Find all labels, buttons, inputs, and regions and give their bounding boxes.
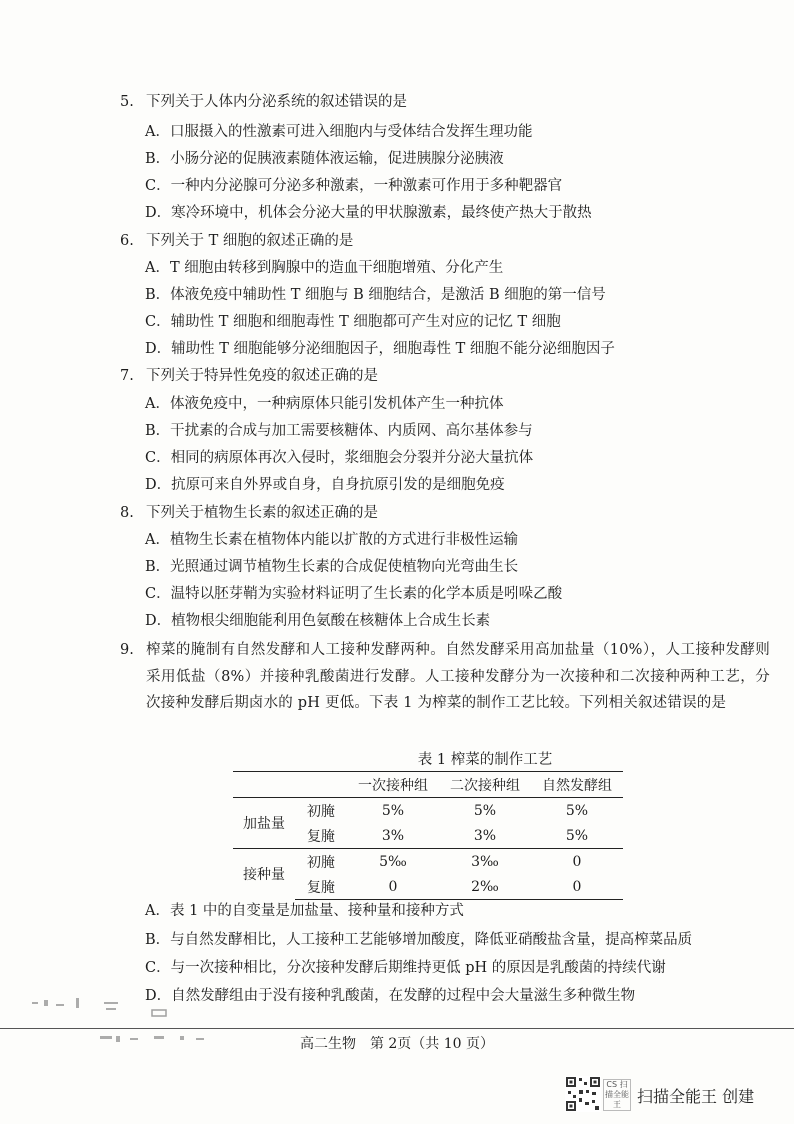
value-cell: 3% [473, 827, 497, 844]
q9-option-a: A．表 1 中的自变量是加盐量、接种量和接种方式 [145, 903, 464, 919]
header-cell: 二次接种组 [439, 772, 531, 798]
value-cell: 5% [565, 802, 589, 819]
stage-cell: 复腌 [295, 874, 347, 900]
value-cell: 5% [565, 827, 589, 844]
question-7-stem [120, 366, 378, 386]
q8-option-d: D．植物根尖细胞能利用色氨酸在核糖体上合成生长素 [145, 613, 491, 629]
question-5-stem [120, 92, 407, 112]
q6-option-a: A．T 细胞由转移到胸腺中的造血干细胞增殖、分化产生 [145, 260, 504, 276]
q7-option-d: D．抗原可来自外界或自身，自身抗原引发的是细胞免疫 [145, 477, 505, 493]
q8-option-c: C．温特以胚芽鞘为实验材料证明了生长素的化学本质是吲哚乙酸 [145, 586, 563, 602]
footer-rule [0, 1028, 794, 1029]
question-number: 7. [120, 368, 134, 384]
qr-code-icon [565, 1076, 601, 1112]
q8-option-a: A．植物生长素在植物体内能以扩散的方式进行非极性运输 [145, 532, 518, 548]
q8-option-b: B．光照通过调节植物生长素的合成促使植物向光弯曲生长 [145, 559, 519, 575]
question-text: 下列关于 T 细胞的叙述正确的是 [146, 233, 354, 249]
question-text: 下列关于特异性免疫的叙述正确的是 [146, 368, 378, 384]
question-number: 9. [120, 642, 134, 658]
question-text: 下列关于人体内分泌系统的叙述错误的是 [146, 94, 407, 110]
question-text: 榨菜的腌制有自然发酵和人工接种发酵两种。自然发酵采用高加盐量（10%），人工接种发酵则采用低盐（8%）并接种乳酸菌进行发酵。人工接种发酵分为一次接种和二次接种两种工艺，分次接种发酵后期卤水的 pH 更低。下表 1 为榨菜的制作工艺比较。下列相关叙述错误的是 [146, 642, 770, 711]
q9-option-d: D．自然发酵组由于没有接种乳酸菌，在发酵的过程中会大量滋生多种微生物 [145, 988, 636, 1004]
header-cell: 一次接种组 [347, 772, 439, 798]
value-cell: 0 [531, 849, 623, 875]
camscanner-logo: CS 扫描全能王 [605, 1080, 629, 1109]
value-cell: 5% [381, 802, 405, 819]
header-cell [233, 772, 295, 798]
q9-option-b: B．与自然发酵相比，人工接种工艺能够增加酸度，降低亚硝酸盐含量，提高榨菜品质 [145, 932, 693, 948]
value-cell: 5‰ [347, 849, 439, 875]
question-text: 下列关于植物生长素的叙述正确的是 [146, 505, 378, 521]
q9-option-c: C．与一次接种相比，分次接种发酵后期维持更低 pH 的原因是乳酸菌的持续代谢 [145, 960, 666, 976]
question-8-stem [120, 503, 378, 523]
q7-option-b: B．干扰素的合成与加工需要核糖体、内质网、高尔基体参与 [145, 423, 533, 439]
value-cell: 0 [531, 874, 623, 900]
scanner-watermark [565, 1076, 785, 1112]
table-caption: 表 1 榨菜的制作工艺 [417, 752, 553, 768]
value-cell: 3% [381, 827, 405, 844]
q6-option-b: B．体液免疫中辅助性 T 细胞与 B 细胞结合，是激活 B 细胞的第一信号 [145, 287, 606, 303]
page-footer: 高二生物 第 2页（共 10 页） [299, 1036, 495, 1052]
q5-option-b: B．小肠分泌的促胰液素随体液运输，促进胰腺分泌胰液 [145, 151, 504, 167]
q5-option-a: A．口服摄入的性激素可进入细胞内与受体结合发挥生理功能 [145, 124, 533, 140]
q7-option-c: C．相同的病原体再次入侵时，浆细胞会分裂并分泌大量抗体 [145, 450, 534, 466]
watermark-text: 扫描全能王 创建 [637, 1087, 755, 1106]
q6-option-c: C．辅助性 T 细胞和细胞毒性 T 细胞都可产生对应的记忆 T 细胞 [145, 314, 561, 330]
stage-cell: 初腌 [295, 849, 347, 875]
table-row [233, 849, 623, 875]
table-header-row [233, 772, 623, 798]
question-9-stem [120, 637, 770, 717]
question-number: 6. [120, 233, 134, 249]
question-6-stem [120, 231, 353, 251]
header-cell [295, 772, 347, 798]
group-label: 接种量 [233, 849, 295, 900]
value-cell: 3‰ [439, 849, 531, 875]
value-cell: 5% [473, 802, 497, 819]
question-number: 8. [120, 505, 134, 521]
group-label: 加盐量 [243, 816, 285, 832]
q6-option-d: D．辅助性 T 细胞能够分泌细胞因子，细胞毒性 T 细胞不能分泌细胞因子 [145, 341, 615, 357]
process-table [233, 771, 623, 900]
question-number: 5. [120, 94, 134, 110]
table-row [233, 798, 623, 824]
stage-cell: 初腌 [307, 803, 335, 820]
q7-option-a: A．体液免疫中，一种病原体只能引发机体产生一种抗体 [145, 396, 504, 412]
value-cell: 2‰ [439, 874, 531, 900]
header-cell: 自然发酵组 [531, 772, 623, 798]
q5-option-c: C．一种内分泌腺可分泌多种激素，一种激素可作用于多种靶器官 [145, 178, 563, 194]
value-cell: 0 [347, 874, 439, 900]
stage-cell: 复腌 [307, 828, 335, 845]
q5-option-d: D．寒冷环境中，机体会分泌大量的甲状腺激素，最终使产热大于散热 [145, 205, 592, 221]
